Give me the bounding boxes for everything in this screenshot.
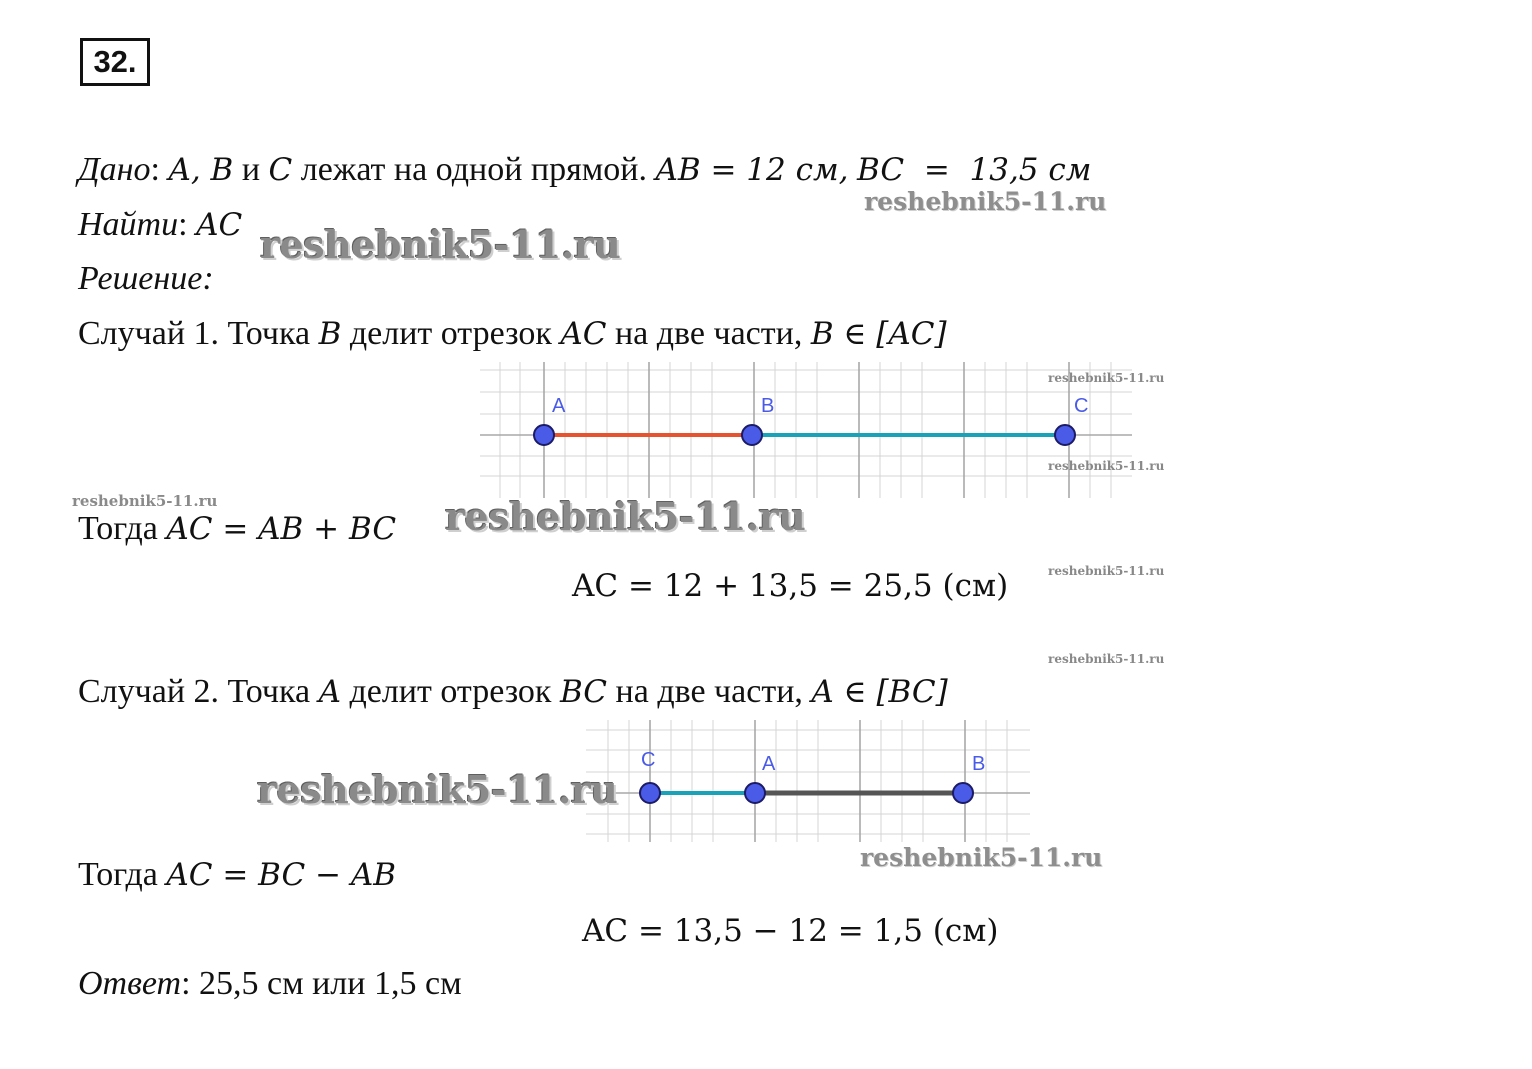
watermark: reshebnik5-11.ru [260, 222, 621, 267]
watermark: reshebnik5-11.ru [1048, 652, 1165, 666]
answer-text: : 25,5 см или 1,5 см [181, 965, 462, 1002]
case1-major-grid [480, 362, 1132, 498]
case2-heading [78, 672, 948, 712]
given-and: и [241, 151, 261, 188]
case2-label-c: C [641, 749, 656, 771]
case2-membership: A ∈ [BC] [811, 674, 948, 710]
case1-label-a: A [552, 395, 566, 417]
case2-suffix: на две части, [615, 673, 803, 710]
given-point-c: C [268, 152, 293, 188]
solution-label: Решение: [78, 260, 214, 297]
case1-point: B [318, 316, 342, 352]
given-ab: AB = 12 см, [655, 152, 849, 188]
case1-heading [78, 314, 947, 354]
case1-suffix: на две части, [614, 315, 803, 352]
case2-diagram [586, 720, 1030, 842]
case1-then-label: Тогда [78, 510, 158, 547]
case2-grid [586, 720, 1030, 842]
case1-then [78, 509, 396, 549]
case2-then [78, 855, 396, 895]
watermark: reshebnik5-11.ru [1048, 459, 1165, 473]
case2-calc: AC = 13,5 − 12 = 1,5 (см) [582, 913, 999, 949]
case1-label-c: C [1074, 395, 1089, 417]
case1-point-c [1055, 425, 1075, 445]
case1-point-a [534, 425, 554, 445]
case1-label-b: B [761, 395, 775, 417]
watermark: reshebnik5-11.ru [860, 843, 1103, 872]
find-line: Найти: AC [78, 206, 243, 243]
case2-point-c [640, 783, 660, 803]
problem-number: 32. [80, 38, 150, 86]
case1-then-formula: AC = AB + BC [166, 511, 397, 547]
answer-line [78, 964, 462, 1004]
case2-prefix: Случай 2. Точка [78, 673, 311, 710]
case1-point-b [742, 425, 762, 445]
case1-diagram [480, 362, 1132, 498]
case1-middle: делит отрезок [349, 315, 552, 352]
given-line: Дано: A, B и C лежат на одной прямой. AB = 12 см, BC = 13,5 см [78, 151, 1092, 188]
case2-middle: делит отрезок [349, 673, 552, 710]
watermark: reshebnik5-11.ru [864, 187, 1107, 216]
watermark: reshebnik5-11.ru [445, 494, 806, 539]
case2-label-b: B [972, 753, 986, 775]
case2-then-formula: AC = BC − AB [166, 857, 397, 893]
case2-then-label: Тогда [78, 856, 158, 893]
watermark: reshebnik5-11.ru [1048, 564, 1165, 578]
case1-grid [480, 362, 1132, 498]
find-value: AC [196, 207, 243, 243]
given-points: A, B [168, 152, 234, 188]
watermark: reshebnik5-11.ru [1048, 371, 1165, 385]
case2-label-a: A [762, 753, 776, 775]
answer-label: Ответ [78, 965, 182, 1002]
case2-point-b [953, 783, 973, 803]
watermark: reshebnik5-11.ru [72, 492, 218, 510]
given-label: Дано [78, 151, 151, 188]
find-label: Найти [78, 206, 179, 243]
case2-point: A [318, 674, 341, 710]
case1-membership: B ∈ [AC] [810, 316, 947, 352]
given-bc: BC = 13,5 см [857, 152, 1092, 188]
case2-segment: BC [559, 674, 608, 710]
watermark: reshebnik5-11.ru [257, 767, 618, 812]
case2-major-grid [586, 720, 1030, 842]
case2-point-a [745, 783, 765, 803]
case1-calc: AC = 12 + 13,5 = 25,5 (см) [572, 568, 1009, 604]
case1-prefix: Случай 1. Точка [78, 315, 311, 352]
case1-segment: AC [560, 316, 607, 352]
given-text: лежат на одной прямой. [300, 151, 647, 188]
